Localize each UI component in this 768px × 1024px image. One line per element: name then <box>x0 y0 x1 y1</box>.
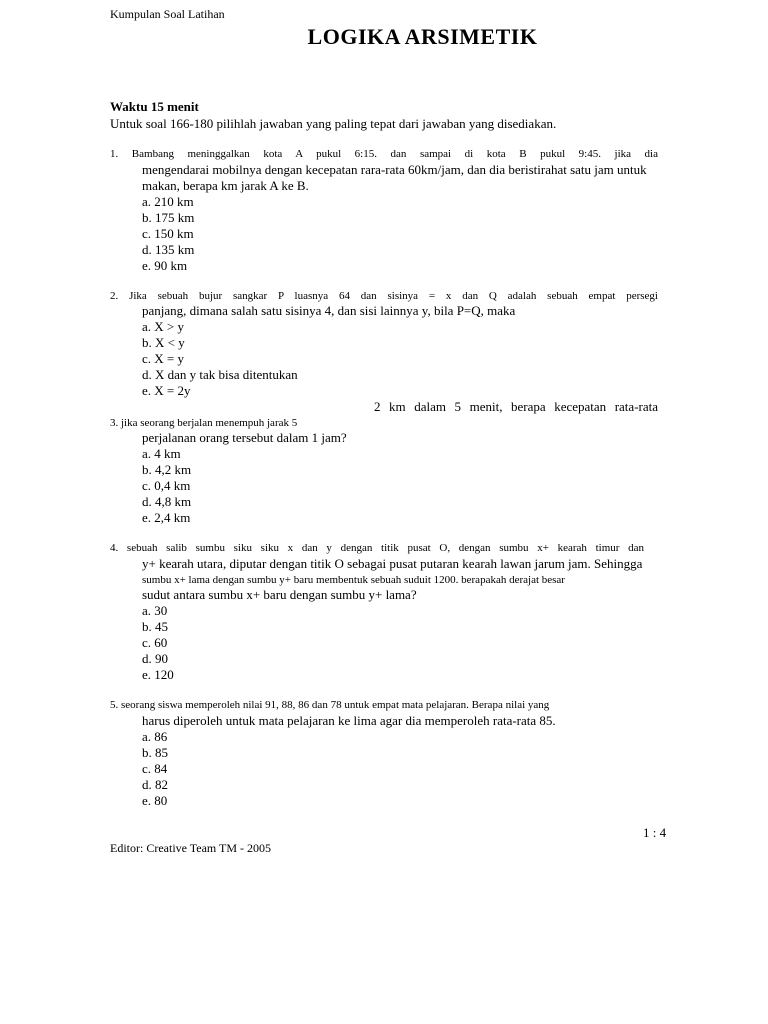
question-3-line-3: perjalanan orang tersebut dalam 1 jam? <box>142 430 347 445</box>
question-1-line-2: mengendarai mobilnya dengan kecepatan rara-rata 60km/jam, dan dia beristirahat satu jam untuk <box>142 162 647 177</box>
page-number: 1 : 4 <box>643 825 667 840</box>
question-4-line-3: sumbu x+ lama dengan sumbu y+ baru membentuk sebuah suduit 1200. berapakah derajat besar <box>142 574 565 586</box>
question-5-option-d: d. 82 <box>142 777 168 792</box>
question-3-line-1: 2 km dalam 5 menit, berapa kecepatan rata-rata <box>374 399 658 414</box>
header-label: Kumpulan Soal Latihan <box>110 7 225 21</box>
question-2-option-d: d. X dan y tak bisa ditentukan <box>142 367 298 382</box>
page-title: LOGIKA ARSIMETIK <box>307 24 538 49</box>
question-1-option-c: c. 150 km <box>142 226 194 241</box>
question-2-option-c: c. X = y <box>142 351 184 366</box>
question-1-line-1: 1. Bambang meninggalkan kota A pukul 6:15. dan sampai di kota B pukul 9:45. jika dia <box>110 148 658 160</box>
question-2-option-a: a. X > y <box>142 319 184 334</box>
question-5-option-b: b. 85 <box>142 745 168 760</box>
question-4-option-e: e. 120 <box>142 667 174 682</box>
question-5-option-e: e. 80 <box>142 793 168 808</box>
question-3-option-b: b. 4,2 km <box>142 462 192 477</box>
instructions: Untuk soal 166-180 pilihlah jawaban yang paling tepat dari jawaban yang disediakan. <box>110 116 557 131</box>
question-2-line-2: panjang, dimana salah satu sisinya 4, dan sisi lainnya y, bila P=Q, maka <box>142 303 516 318</box>
question-3-line-2: 3. jika seorang berjalan menempuh jarak 5 <box>110 417 298 429</box>
question-3-option-d: d. 4,8 km <box>142 494 192 509</box>
question-3-option-a: a. 4 km <box>142 446 181 461</box>
question-4-line-2: y+ kearah utara, diputar dengan titik O sebagai pusat putaran kearah lawan jarum jam. Sehingga <box>142 556 643 571</box>
question-5-option-a: a. 86 <box>142 729 168 744</box>
editor-credit: Editor: Creative Team TM - 2005 <box>110 841 272 855</box>
question-5-option-c: c. 84 <box>142 761 168 776</box>
question-4-option-c: c. 60 <box>142 635 168 650</box>
question-1-line-3: makan, berapa km jarak A ke B. <box>142 178 309 193</box>
question-3-option-e: e. 2,4 km <box>142 510 191 525</box>
time-limit: Waktu 15 menit <box>110 99 199 114</box>
question-4-line-1: 4. sebuah salib sumbu siku siku x dan y dengan titik pusat O, dengan sumbu x+ kearah timur dan <box>110 542 644 554</box>
question-2-line-1: 2. Jika sebuah bujur sangkar P luasnya 64 dan sisinya = x dan Q adalah sebuah empat persegi <box>110 290 658 302</box>
question-2-option-b: b. X < y <box>142 335 185 350</box>
question-2-option-e: e. X = 2y <box>142 383 191 398</box>
question-5-line-1: 5. seorang siswa memperoleh nilai 91, 88, 86 dan 78 untuk empat mata pelajaran. Berapa nilai yang <box>110 699 550 711</box>
question-1-option-e: e. 90 km <box>142 258 188 273</box>
question-4-option-a: a. 30 <box>142 603 168 618</box>
question-3-option-c: c. 0,4 km <box>142 478 191 493</box>
question-1-option-d: d. 135 km <box>142 242 195 257</box>
question-1-option-b: b. 175 km <box>142 210 195 225</box>
question-4-option-b: b. 45 <box>142 619 168 634</box>
question-4-option-d: d. 90 <box>142 651 168 666</box>
question-1-option-a: a. 210 km <box>142 194 194 209</box>
question-5-line-2: harus diperoleh untuk mata pelajaran ke lima agar dia memperoleh rata-rata 85. <box>142 713 556 728</box>
question-4-line-4: sudut antara sumbu x+ baru dengan sumbu y+ lama? <box>142 587 417 602</box>
